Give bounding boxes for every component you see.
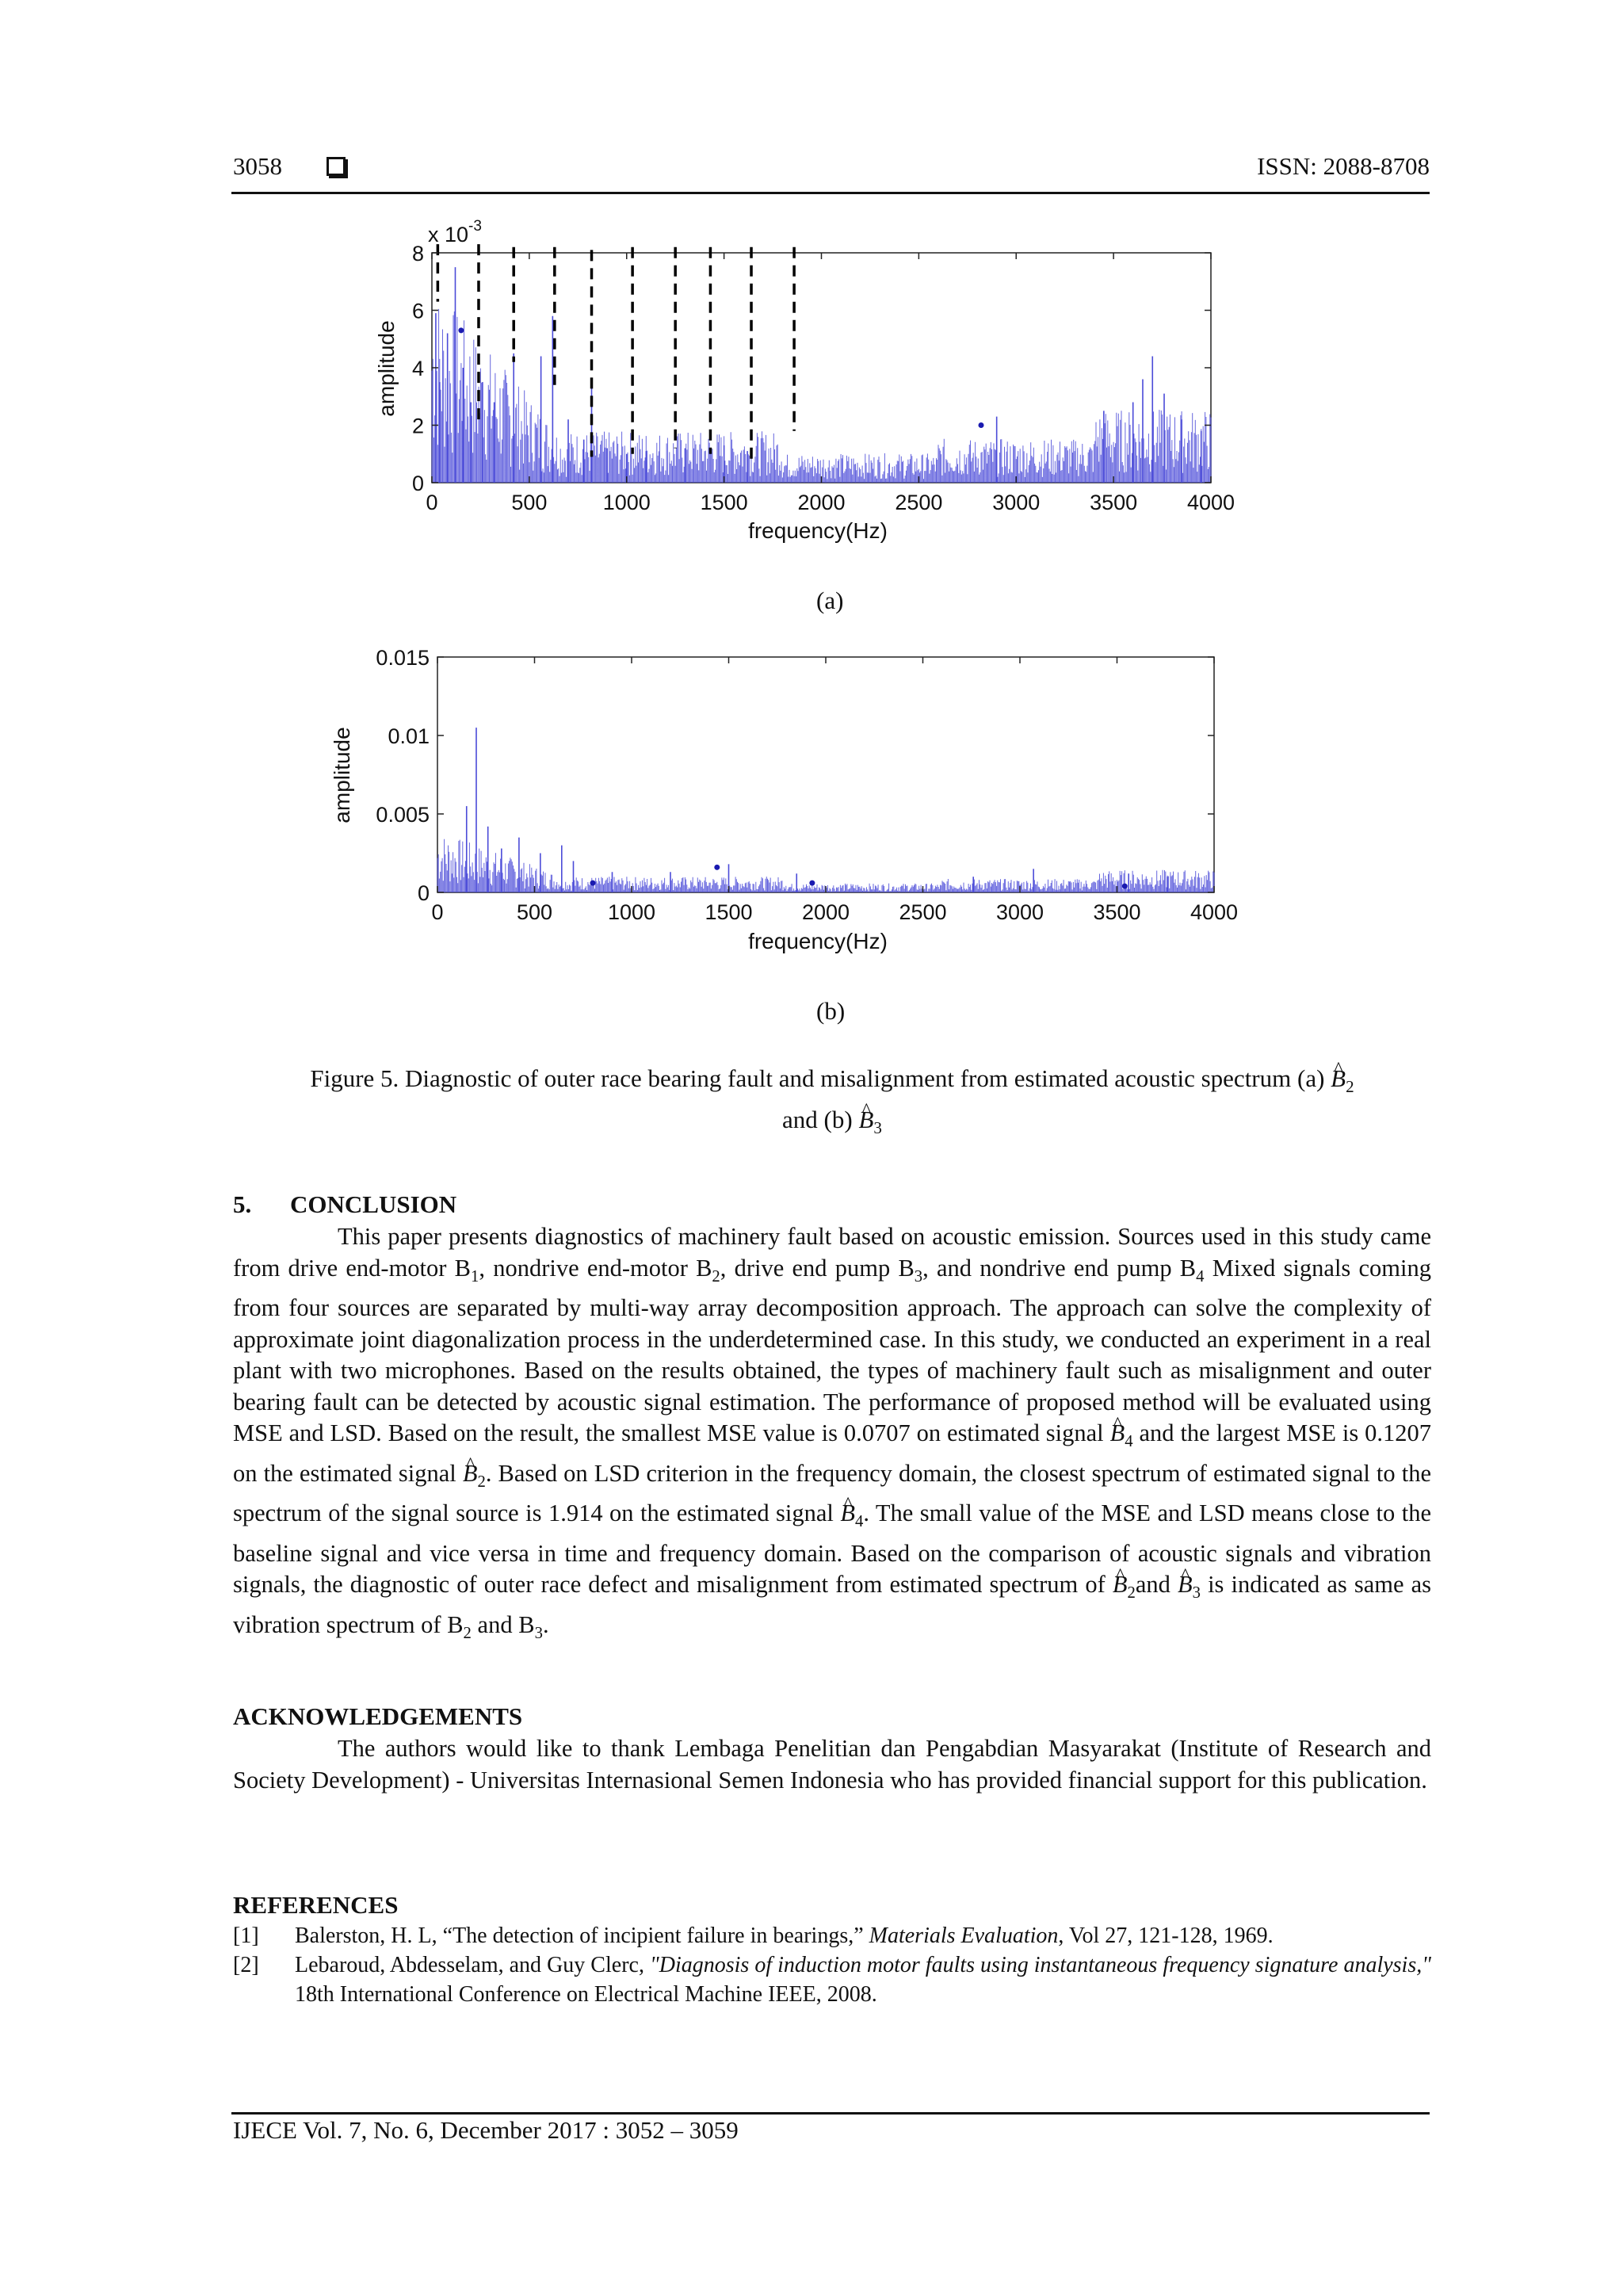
conclusion-paragraph: This paper presents diagnostics of machinery fault based on acoustic emission. Sources used in this study came from drive end-motor $B_1$, nondrive end-motor $B_2$, drive end pump $B_3$, and nondrive end pump $B_4$ Mixed signals coming from four sources are separated by multi-way array decomposition approach. The approach can solve the complexity of approximate joint diagonalization process in the underdetermined case. In this study, we conducted an experiment in a real plant with two microphones. Based on the results obtained, the types of machinery fault such as misalignment and outer bearing fault can be detected by acoustic signal estimation. The performance of proposed method will be evaluated using MSE and LSD. Based on the result, the smallest MSE value is 0.0707 on estimated signal ^ $B_4$ and the largest MSE is 0.1207 on the estimated signal ^ $B_2$. Based on LSD criterion in the frequency domain, the closest spectrum of estimated signal to the spectrum of the signal source is 1.914 on the estimated signal ^ $B_4$. The small value of the MSE and LSD means close to the baseline signal and vice versa in time and frequency domain. Based on the comparison of acoustic signals and vibration signals, the diagnostic of outer race defect and misalignment from estimated spectrum of ^ $B_2and$ ^ $B_3$ is indicated as same as vibration spectrum of $B_2$ and $B_3$.: [233, 1221, 1431, 1650]
footer: IJECE Vol. 7, No. 6, December 2017 : 3052 – 3059: [233, 2116, 739, 2144]
x-tick-label: 1500: [700, 491, 748, 514]
chart-a-xlabel: frequency(Hz): [748, 518, 888, 543]
figure-caption: Figure 5. Diagnostic of outer race bearing fault and misalignment from estimated acoustic spectrum (a) ^ $B_2$ and (b) ^ $B_3$: [233, 1062, 1431, 1144]
x-tick-label: 500: [511, 491, 548, 514]
data-marker: [590, 881, 596, 886]
acknowledgements-paragraph: The authors would like to thank Lembaga Penelitian dan Pengabdian Masyarakat (Institute of Research and Society Development) - Universitas Internasional Semen Indonesia who has provided financial support for this publication.: [233, 1735, 1431, 1794]
x-tick-label: 1500: [705, 900, 753, 924]
x-tick-label: 3000: [995, 900, 1044, 924]
spectrum-series: [437, 839, 1214, 892]
chart-b: [323, 639, 1251, 972]
x-tick-label: 0: [426, 491, 438, 514]
data-marker: [458, 327, 464, 333]
y-tick-label: 4: [411, 357, 424, 380]
x-tick-label: 1000: [607, 900, 656, 924]
y-tick-label: 0: [411, 472, 424, 495]
references-heading: REFERENCES: [233, 1891, 399, 1919]
x-tick-label: 2000: [797, 491, 846, 514]
issn: ISSN: 2088-8708: [1257, 152, 1430, 180]
chart-b-xlabel: frequency(Hz): [748, 929, 888, 953]
chart-b-ylabel: amplitude: [330, 727, 354, 823]
reference-item: [1] Balerston, H. L, “The detection of incipient failure in bearings,” Materials Evaluation, Vol 27, 121-128, 1969.: [233, 1924, 1274, 1948]
data-marker: [714, 865, 720, 870]
chart-a: [361, 208, 1240, 556]
footer-rule: [231, 2112, 1430, 2115]
plot-frame: [437, 657, 1214, 892]
x-tick-label: 2000: [801, 900, 850, 924]
y-tick-label: 6: [411, 299, 424, 323]
chart-a-ylabel: amplitude: [374, 320, 399, 417]
x-tick-label: 1000: [602, 491, 651, 514]
data-marker: [979, 422, 984, 428]
acknowledgements-heading: ACKNOWLEDGEMENTS: [233, 1702, 523, 1730]
x-tick-label: 4000: [1186, 491, 1235, 514]
header-rule: [231, 192, 1430, 194]
x-tick-label: 3000: [992, 491, 1041, 514]
data-marker: [809, 881, 815, 886]
y-tick-label: 0.01: [388, 724, 430, 748]
y-tick-label: 0.005: [376, 803, 430, 827]
y-tick-label: 0: [417, 881, 430, 905]
y-tick-label: 0.015: [376, 646, 430, 670]
spectrum-series: [432, 309, 1211, 483]
y-tick-label: 2: [411, 414, 424, 438]
x-tick-label: 3500: [1093, 900, 1141, 924]
x-tick-label: 0: [431, 900, 444, 924]
figure-sublabel-b: (b): [816, 997, 846, 1025]
page-number: 3058: [233, 152, 282, 180]
checkbox-icon: [327, 157, 346, 176]
chart-a-multiplier: x $10^{-3}$: [428, 218, 482, 246]
x-tick-label: 2500: [899, 900, 947, 924]
x-tick-label: 3500: [1090, 491, 1138, 514]
figure-sublabel-a: (a): [816, 586, 844, 614]
x-tick-label: 4000: [1190, 900, 1239, 924]
x-tick-label: 500: [516, 900, 553, 924]
reference-item: [2] Lebaroud, Abdesselam, and Guy Clerc, "Diagnosis of induction motor faults using instantaneous frequency signature analysis," 18th International Conference on Electrical Machine IEEE, 2008.: [233, 1953, 1431, 2007]
data-marker: [1122, 884, 1128, 889]
conclusion-heading: 5. CONCLUSION: [233, 1190, 457, 1218]
x-tick-label: 2500: [895, 491, 943, 514]
y-tick-label: 8: [411, 242, 424, 266]
